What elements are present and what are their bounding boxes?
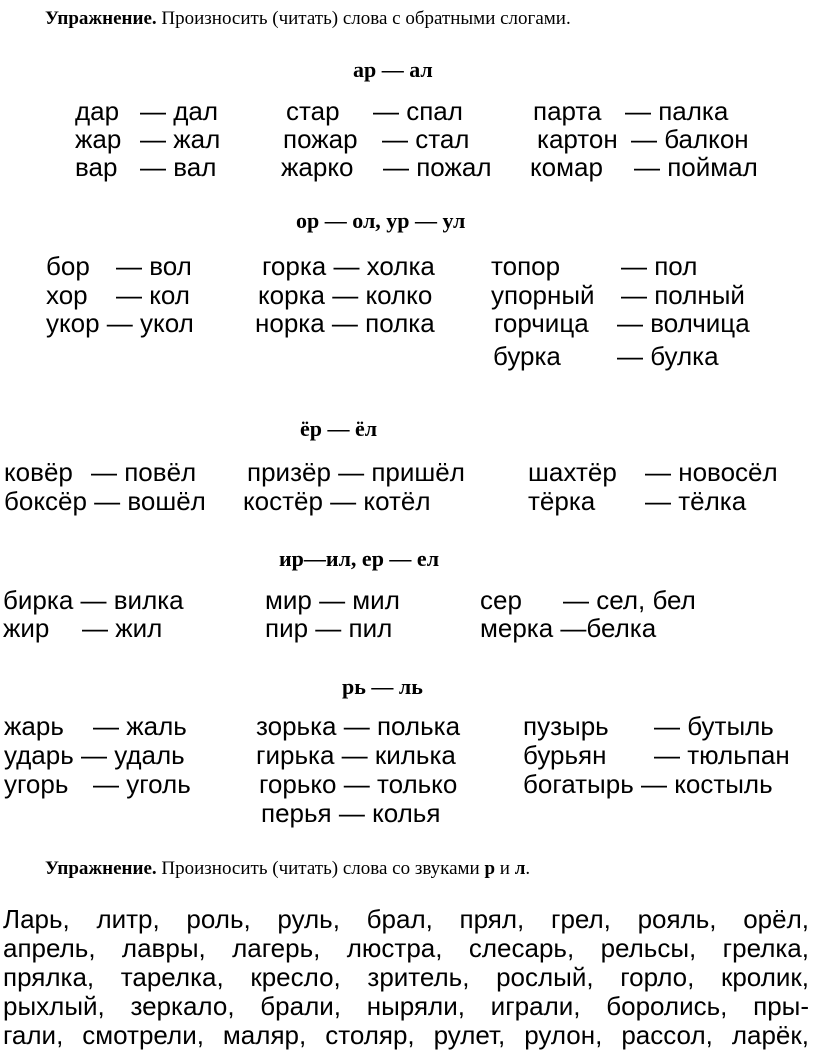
section-heading-r-l-soft: рь — ль [342,674,423,699]
exercise-instruction-1 [45,8,571,30]
exercise-label: Упражнение. [45,858,157,879]
word: пожар [283,124,358,154]
word: стар [286,96,340,126]
word: — сел, бел [563,585,696,615]
word: горько — только [259,769,458,799]
word: топор [491,251,561,281]
word: — жил [82,613,163,643]
word: пузырь [523,711,609,741]
word-paragraph [3,905,809,1050]
word: — уголь [93,769,191,799]
word: — полный [621,280,745,310]
paragraph-line: Ларь, литр, роль, руль, брал, прял, грел, рояль, орёл, [3,904,809,934]
word: ударь — удаль [4,740,185,770]
word: — волчица [617,308,750,338]
word: зорька — полька [256,711,461,741]
word: пир — пил [265,613,393,643]
word: — бутыль [654,711,774,741]
word: — спал [373,96,463,126]
word: — стал [382,124,470,154]
word: тёрка [528,486,596,516]
word: — палка [625,96,729,126]
section-heading-yor-yol: ёр — ёл [300,416,378,441]
word: бор [46,251,90,281]
word: — поймал [634,152,758,182]
word: угорь [4,769,69,799]
word: мир — мил [265,585,400,615]
sound-r: р [484,858,496,879]
exercise-instruction-2 [45,858,530,880]
word: комар [530,152,603,182]
word: — кол [116,280,190,310]
word: — пожал [383,152,492,182]
word: призёр — пришёл [247,457,465,487]
word: — булка [617,341,719,371]
word: упорный [491,280,595,310]
word: перья — колья [261,798,441,828]
section-heading-or-ol: ор — ол, ур — ул [296,208,466,233]
exercise-label: Упражнение. [45,8,157,29]
word: — жал [140,124,221,154]
word: мерка —белка [480,613,657,643]
word: — повёл [91,457,197,487]
word: вар [75,152,118,182]
word: — пол [621,251,698,281]
word: шахтёр [528,457,617,487]
word: бирка — вилка [3,585,184,615]
word: ковёр [4,457,73,487]
conjunction: и [495,858,515,879]
word: — балкон [631,124,749,154]
exercise-text: Произносить (читать) слова с обратными слогами. [156,8,571,29]
word: горка — холка [262,251,435,281]
word: — новосёл [645,457,778,487]
word: парта [533,96,602,126]
word: — вал [140,152,217,182]
word: картон [537,124,618,154]
word: бурка [493,341,561,371]
word: — жаль [93,711,187,741]
section-heading-ir-il: ир—ил, ер — ел [279,546,440,571]
paragraph-line: апрель, лавры, лагерь, люстра, слесарь, рельсы, грелка, [3,933,809,963]
word: — тюльпан [654,740,790,770]
word: — дал [140,96,219,126]
word: жарь [4,711,64,741]
section-heading-ar-al: ар — ал [353,57,433,82]
word: корка — колко [258,280,433,310]
paragraph-line: прялка, тарелка, кресло, зритель, рослый, горло, кролик, [3,962,809,992]
word: дар [75,96,120,126]
word: жар [75,124,122,154]
word: укор — укол [46,308,194,338]
word: богатырь — костыль [523,769,773,799]
word: боксёр — вошёл [4,486,206,516]
paragraph-line: гали, смотрели, маляр, столяр, рулет, рулон, рассол, ларёк, [3,1020,809,1050]
exercise-text: Произносить (читать) слова со звуками [156,858,485,879]
word: жарко [281,152,354,182]
word: норка — полка [255,308,435,338]
word: бурьян [523,740,607,770]
period: . [525,858,531,879]
word: — тёлка [645,486,747,516]
paragraph-line: рыхлый, зеркало, брали, ныряли, играли, боролись, пры- [3,991,809,1021]
word: горчица [494,308,589,338]
word: костёр — котёл [243,486,431,516]
sound-l: л [514,858,526,879]
word: сер [480,585,522,615]
word: жир [3,613,50,643]
word: хор [46,280,88,310]
word: — вол [116,251,192,281]
word: гирька — килька [256,740,456,770]
